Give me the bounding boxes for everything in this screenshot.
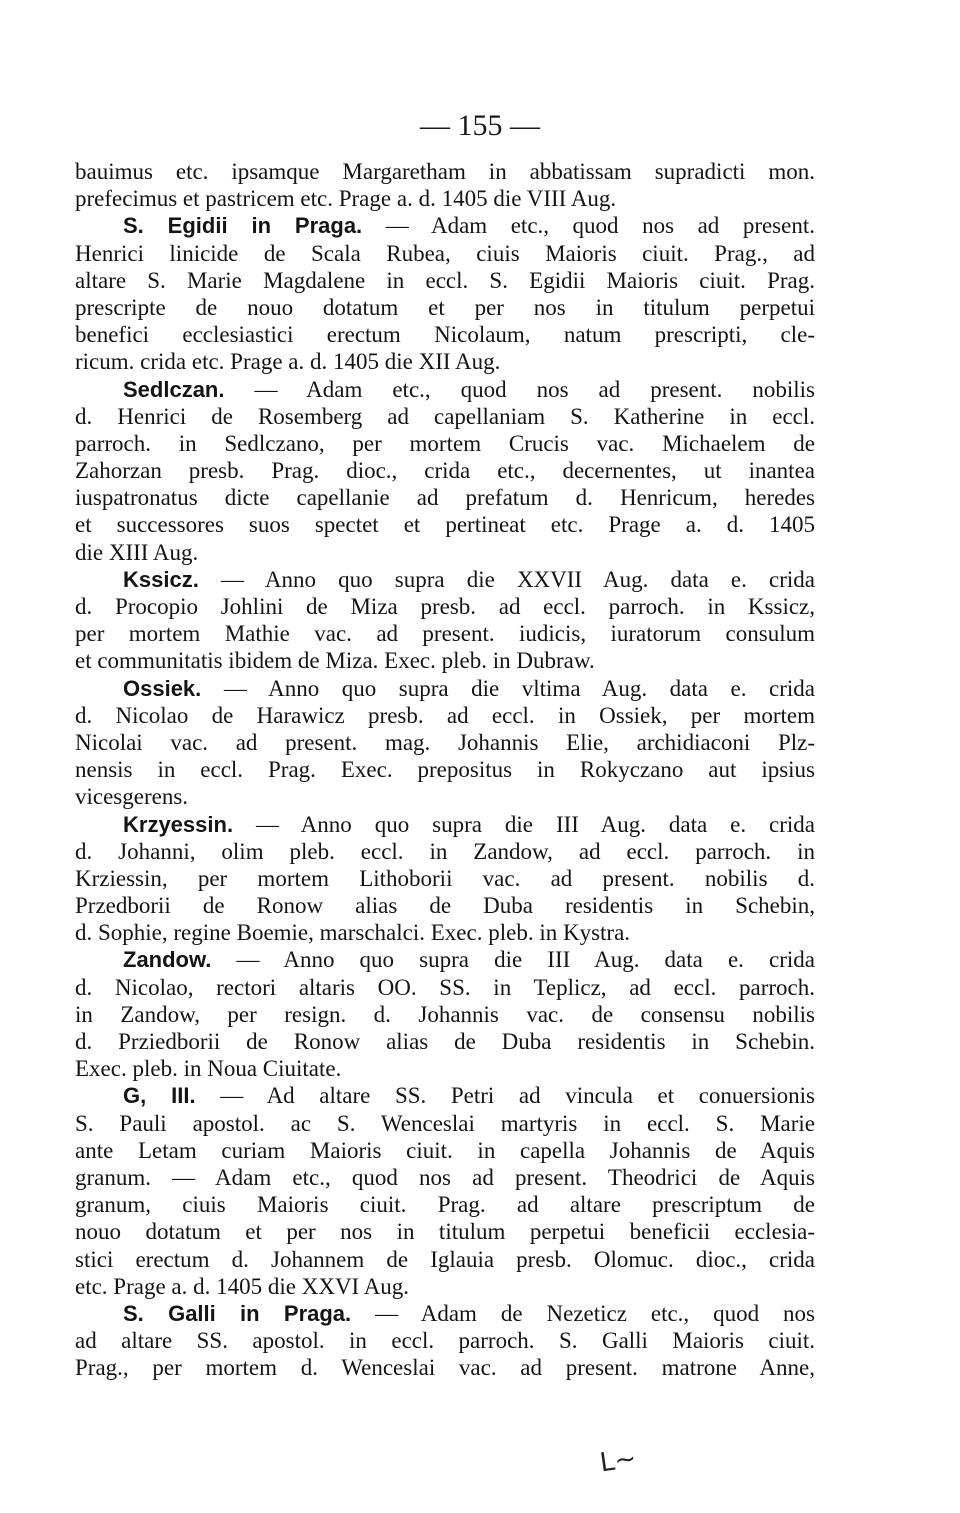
entry-heading: G, III. [123,1083,196,1109]
text-line: parroch. in Sedlczano, per mortem Crucis vac. Michaelem de [75,430,815,456]
entry-first-line: Krzyessin. — Anno quo supra die III Aug. data e. crida [123,811,815,837]
text-line: Nicolai vac. ad present. mag. Johannis Elie, archidiaconi Plz- [75,729,815,755]
text-line: d. Sophie, regine Boemie, marschalci. Exec. pleb. in Kystra. [75,920,631,946]
text-line: iuspatronatus dicte capellanie ad prefatum d. Henricum, heredes [75,485,815,511]
text-line: ad altare SS. apostol. in eccl. parroch. S. Galli Maioris ciuit. [75,1328,815,1354]
text-line: vicesgerens. [75,784,189,810]
text-line: et successores suos spectet et pertineat etc. Prage a. d. 1405 [75,512,815,538]
text-line: S. Pauli apostol. ac S. Wenceslai martyris in eccl. S. Marie [75,1110,815,1136]
entry-heading: Sedlczan. [123,376,225,402]
body-text [75,158,815,1381]
entry-heading: Ossiek. [123,675,202,701]
text-line: Henrici linicide de Scala Rubea, ciuis Maioris ciuit. Prag., ad [75,240,815,266]
text-line: prescripte de nouo dotatum et per nos in titulum perpetui [75,294,815,320]
entry-first-line: Kssicz. — Anno quo supra die XXVII Aug. data e. crida [123,566,815,592]
text-line: die XIII Aug. [75,539,199,565]
text-line: ante Letam curiam Maioris ciuit. in capella Johannis de Aquis [75,1137,815,1163]
text-line: granum. — Adam etc., quod nos ad present. Theodrici de Aquis [75,1164,815,1190]
entry-heading: S. Egidii in Praga. [123,213,363,239]
text-line: Prag., per mortem d. Wenceslai vac. ad present. matrone Anne, [75,1355,815,1381]
text-line: per mortem Mathie vac. ad present. iudicis, iuratorum consulum [75,621,815,647]
text-line: d. Nicolao de Harawicz presb. ad eccl. in Ossiek, per mortem [75,702,815,728]
entry-first-line: G, III. — Ad altare SS. Petri ad vincula et conuersionis [123,1083,815,1109]
text-line: granum, ciuis Maioris ciuit. Prag. ad altare prescriptum de [75,1192,815,1218]
text-line: Exec. pleb. in Noua Ciuitate. [75,1056,342,1082]
entry-first-line: Zandow. — Anno quo supra die III Aug. data e. crida [123,947,815,973]
entry-heading: Krzyessin. [123,811,234,837]
entry-first-line: S. Galli in Praga. — Adam de Nezeticz etc., quod nos [123,1300,815,1326]
entry-heading: Kssicz. [123,566,199,592]
text-line: etc. Prage a. d. 1405 die XXVI Aug. [75,1273,410,1299]
text-line: prefecimus et pastricem etc. Prage a. d. 1405 die VIII Aug. [75,186,617,212]
text-line: altare S. Marie Magdalene in eccl. S. Egidii Maioris ciuit. Prag. [75,267,815,293]
text-line: d. Prziedborii de Ronow alias de Duba residentis in Schebin. [75,1029,815,1054]
text-line: benefici ecclesiastici erectum Nicolaum, natum prescripti, cle- [75,322,815,348]
text-line: Zahorzan presb. Prag. dioc., crida etc., decernentes, ut inantea [75,458,815,484]
text-line: in Zandow, per resign. d. Johannis vac. de consensu nobilis [75,1001,815,1027]
text-line: nouo dotatum et per nos in titulum perpetui beneficii ecclesia- [75,1219,815,1245]
text-line: d. Procopio Johlini de Miza presb. ad eccl. parroch. in Kssicz, [75,594,815,619]
entry-first-line: Ossiek. — Anno quo supra die vltima Aug. data e. crida [123,675,815,701]
text-line: ricum. crida etc. Prage a. d. 1405 die XII Aug. [75,349,501,375]
page-number: — 155 — [420,109,540,142]
text-line: d. Henrici de Rosemberg ad capellaniam S. Katherine in eccl. [75,403,815,429]
text-line: et communitatis ibidem de Miza. Exec. pleb. in Dubraw. [75,648,595,674]
entry-first-line: S. Egidii in Praga. — Adam etc., quod nos ad present. [123,213,815,239]
text-line: d. Johanni, olim pleb. eccl. in Zandow, ad eccl. parroch. in [75,838,815,864]
text-line: stici erectum d. Johannem de Iglauia presb. Olomuc. dioc., crida [75,1246,815,1272]
text-line: nensis in eccl. Prag. Exec. prepositus in Rokyczano aut ipsius [75,757,815,783]
margin-pencil-mark: ᒪ~ [598,1443,639,1479]
text-line: d. Nicolao, rectori altaris OO. SS. in Teplicz, ad eccl. parroch. [75,974,815,1000]
entry-first-line: Sedlczan. — Adam etc., quod nos ad present. nobilis [123,376,815,402]
entry-heading: S. Galli in Praga. [123,1300,352,1326]
text-line: Krziessin, per mortem Lithoborii vac. ad present. nobilis d. [75,865,815,891]
entry-heading: Zandow. [123,947,212,973]
text-line: Przedborii de Ronow alias de Duba residentis in Schebin, [75,893,815,919]
text-line: bauimus etc. ipsamque Margaretham in abbatissam supradicti mon. [75,159,815,184]
